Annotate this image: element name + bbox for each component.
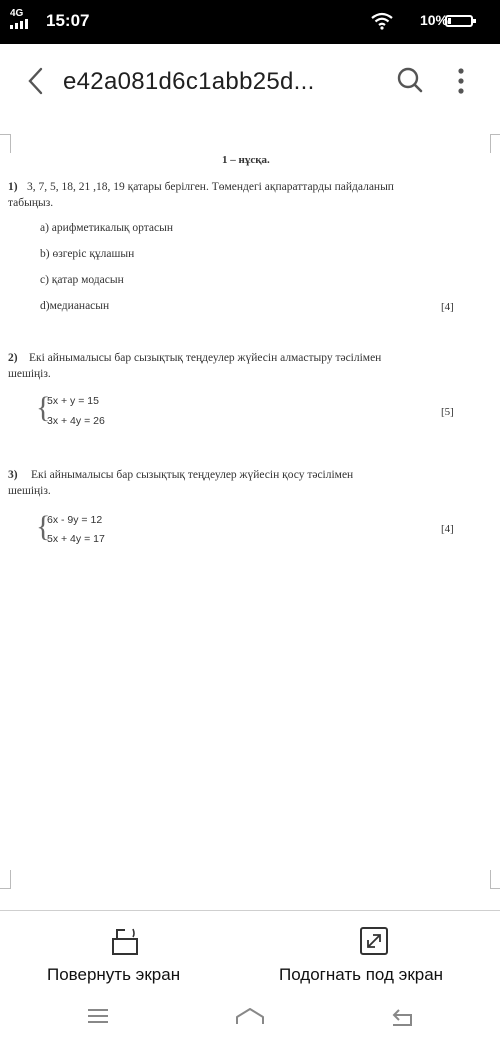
q1-text-line2: табыңыз.: [8, 197, 54, 209]
clock: 15:07: [46, 11, 90, 30]
status-bar: [0, 0, 500, 44]
rotate-screen-icon: [111, 926, 139, 956]
search-icon[interactable]: [396, 66, 424, 94]
more-options-icon[interactable]: [456, 66, 466, 96]
page-corner-bottom-left: [0, 870, 11, 889]
q1-item-b: b) өзгеріс құлашын: [40, 248, 135, 260]
document-title: e42a081d6c1abb25d...: [63, 68, 315, 95]
q3-brace: {: [36, 510, 51, 543]
fit-to-screen-icon: [359, 926, 389, 956]
back-arrow-icon[interactable]: [22, 66, 52, 96]
rotate-screen-label: Повернуть экран: [47, 965, 181, 984]
bottom-toolbar: [0, 910, 500, 1056]
battery-percent: 10%: [419, 12, 448, 28]
q2-text-line1: Екі айнымалысы бар сызықтық теңдеулер жүйесін алмастыру тәсілімен: [29, 352, 382, 364]
q1-text-line1: 3, 7, 5, 18, 21 ,18, 19 қатары берілген. Төмендегі ақпараттарды пайдаланып: [27, 181, 394, 193]
q1-item-c: c) қатар модасын: [40, 274, 124, 286]
page-corner-bottom-right: [490, 870, 500, 889]
q2-mark: [5]: [441, 406, 454, 418]
fit-to-screen-label: Подогнать под экран: [279, 965, 444, 984]
q1-mark: [4]: [441, 301, 454, 313]
q2-equation-2: 3x + 4y = 26: [47, 415, 105, 427]
q2-number: 2): [8, 352, 18, 364]
fit-to-screen-button[interactable]: [250, 911, 500, 1003]
q2-text-line2: шешіңіз.: [8, 368, 51, 380]
network-type: 4G: [10, 8, 24, 19]
q2-brace: {: [36, 391, 51, 424]
variant-heading: 1 – нұсқа.: [222, 154, 270, 166]
page-corner-top-left: [0, 134, 11, 153]
document-page[interactable]: [0, 118, 500, 910]
battery-icon: [445, 15, 473, 27]
app-bar: [0, 44, 500, 118]
q2-equation-1: 5x + y = 15: [47, 395, 99, 407]
network-indicator: [10, 9, 32, 32]
back-nav-icon[interactable]: [389, 1006, 415, 1028]
signal-icon: [10, 19, 32, 29]
home-icon[interactable]: [234, 1006, 266, 1028]
page-corner-top-right: [490, 134, 500, 153]
q3-number: 3): [8, 469, 18, 481]
wifi-icon: [370, 12, 394, 30]
q3-text-line1: Екі айнымалысы бар сызықтық теңдеулер жүйесін қосу тәсілімен: [31, 469, 354, 481]
q3-text-line2: шешіңіз.: [8, 485, 51, 497]
q1-item-d: d)медианасын: [40, 300, 110, 312]
menu-icon[interactable]: [86, 1006, 110, 1026]
q3-equation-2: 5x + 4y = 17: [47, 533, 105, 545]
q3-equation-1: 6x - 9y = 12: [47, 514, 103, 526]
q1-item-a: a) арифметикалық ортасын: [40, 222, 173, 234]
rotate-screen-button[interactable]: [0, 911, 250, 1003]
q1-number: 1): [8, 181, 18, 193]
q3-mark: [4]: [441, 523, 454, 535]
